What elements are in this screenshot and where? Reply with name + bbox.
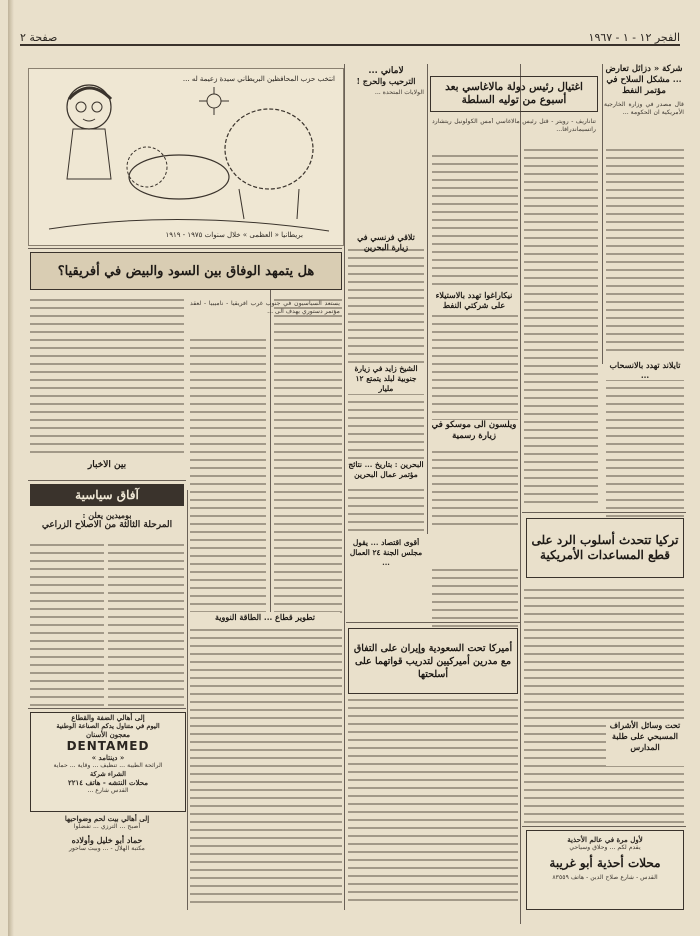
ad-shop: محلات أحذية أبو غريبة xyxy=(549,856,661,870)
ad-shop: حماد أبو خليل وأولاده xyxy=(71,835,143,845)
ad-footer: القدس - شارع صلاح الدين - هاتف ٨٣٥٥٩ xyxy=(552,874,658,881)
article-body: الولايات المتحدة ... xyxy=(374,89,424,96)
ad-brand: DENTAMED xyxy=(66,739,150,753)
afaq-sub1: بوميدين يعلن : xyxy=(82,510,132,520)
issue-date: الفجر ١٢ - ١ - ١٩٦٧ xyxy=(588,31,680,44)
headline: أميركا تحت السعودية وإيران على التفاق مع مدرين أميركيين لتدريب قواتهما على أسلحتها xyxy=(353,642,513,680)
article-title: البحرين : بتاريخ ... نتائج مؤتمر عمال البحرين xyxy=(348,460,424,479)
ad-brand-ar: « دينتامد » xyxy=(91,753,125,762)
ad-line: إلى أهالي الضفة والقطاع xyxy=(71,713,145,722)
article-wilson xyxy=(430,420,518,446)
column-title: بين الأخبار xyxy=(87,460,127,470)
ad-line: اليوم في متناول يدكم الصناعة الوطنية xyxy=(56,722,160,730)
page-number: صفحة ٢ xyxy=(20,31,58,44)
article-title: أقوى اقتصاد ... يقول مجلس الجنة ٢٤ العمال ... xyxy=(349,538,423,567)
ad-address: القدس شارع ... xyxy=(87,787,129,794)
article-subtitle: الترحيب والحرج ! xyxy=(356,76,416,86)
article-france xyxy=(348,232,424,262)
section-rule xyxy=(28,248,342,249)
article-nuclear xyxy=(190,612,340,628)
main-headline: هل يتمهد الوفاق بين السود والبيض في أفريقيا؟ xyxy=(57,263,315,279)
afaq-subhead xyxy=(30,510,184,542)
cartoon-caption-top: انتخب حزب المحافظين البريطاني سيدة زعيمة له ... xyxy=(182,75,335,83)
main-headline-box xyxy=(30,252,342,290)
article-bahrain xyxy=(348,460,424,486)
ad-line: إلى أهالي بيت لحم وضواحيها xyxy=(64,814,150,823)
ad-dentamed xyxy=(30,712,186,812)
article-title: شركة « دزائل تعارض ... مشكل السلاح في مؤتمر النفط xyxy=(605,64,683,96)
article-lead: تناناريف - رويتر - قتل رئيس مالاغاسي أمس الكولونيل ريتشارد راتسيماندرافا... xyxy=(432,118,596,133)
article-title: نيكاراغوا تهدد بالاستيلاء على شركتي النفط xyxy=(435,290,513,310)
article-kashmir xyxy=(606,720,684,766)
article-akhbar xyxy=(348,538,424,568)
ad-body: مكتبة الهلال - ... وبيت ساحور xyxy=(69,845,145,852)
headline: تركيا تتحدث أسلوب الرد على قطع المساعدات الأمريكية xyxy=(531,533,679,562)
afaq-banner: آفاق سياسية xyxy=(30,484,184,506)
ad-line: أصبح ... الترزي ... تفضلوا xyxy=(73,823,141,830)
article-nicaragua xyxy=(430,290,518,314)
ad-line: يقدم لكم ... وحلاق وسياحي xyxy=(569,844,641,851)
ad-distributor-label: الشراء شركة xyxy=(90,770,126,778)
article-title: تحت وسائل الأشراف المسبحي على طلبة المدارس xyxy=(609,720,681,752)
article-title: تلاقي فرنسي في زيارة البحرين xyxy=(357,232,415,252)
cartoon-caption-bottom: بريطانيا « العظمى » خلال سنوات ١٩٧٥ - ١٩١٩ xyxy=(165,231,303,239)
article-title: لاماني ... xyxy=(368,66,404,76)
section-rule xyxy=(28,708,186,709)
main-article-lead: يستعد السياسيون في جنوب غرب افريقيا - ناميبيا - لعقد مؤتمر دستوري يهدف الى ... xyxy=(190,300,340,315)
section-rule xyxy=(346,622,520,623)
ad-ahlia xyxy=(30,814,184,910)
article-thailand xyxy=(606,360,684,380)
ad-line: لأول مرة في عالم الأحذية xyxy=(567,835,643,844)
section-rule xyxy=(28,480,186,481)
ad-bugharaba xyxy=(526,830,684,910)
article-title: ويلسون الى موسكو في زيارة رسمية xyxy=(431,420,517,441)
ad-distributor: محلات النتشه - هاتف ٢٢١٤ xyxy=(67,778,149,787)
article-title: الشيخ زايد في زيارة جنوبية لبلد يتمتع ١٢ مليار xyxy=(354,364,418,393)
article-title: تايلاند تهدد بالانسحاب ... xyxy=(609,360,681,380)
section-rule xyxy=(522,826,686,827)
section-rule xyxy=(522,512,686,513)
ad-body: الرائحة الطيبة ... تنظيف ... وقاية ... حماية xyxy=(53,762,163,769)
article-southern xyxy=(348,364,424,394)
saudi-iran-headline-box xyxy=(348,628,518,694)
turkey-headline-box xyxy=(526,518,684,578)
article-title: تطوير قطاع ... الطاقة النووية xyxy=(214,612,315,622)
afaq-sub2: المرحلة الثالثة من الاصلاح الزراعي xyxy=(41,520,173,530)
article-body: قال مصدر في وزارة الخارجية الأمريكية ان الحكومة ... xyxy=(604,101,684,116)
people-column xyxy=(30,460,184,478)
headline: اغتيال رئيس دولة مالاغاسي بعد أسبوع من توليه السلطة xyxy=(445,81,583,106)
ad-line: معجون الأسنان xyxy=(85,730,131,739)
